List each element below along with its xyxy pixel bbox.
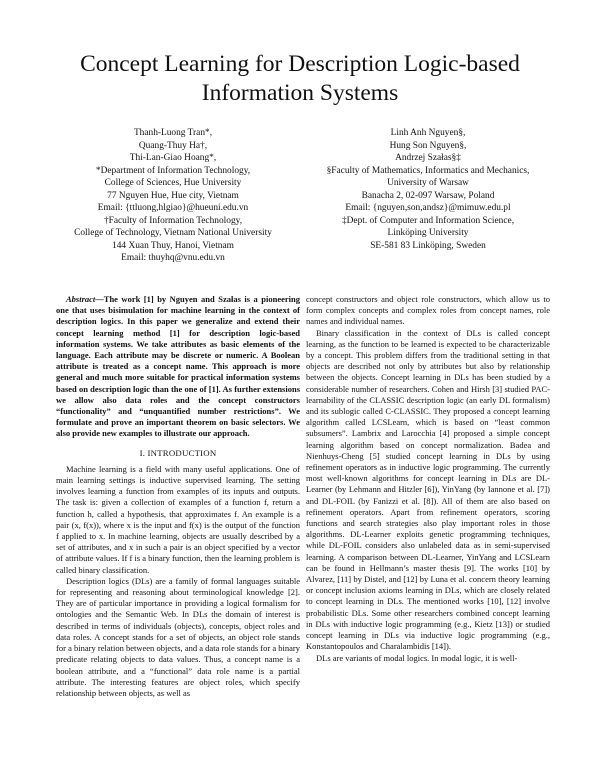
- author-line: Hung Son Nguyen§,: [389, 140, 467, 151]
- authors-right: [312, 127, 544, 252]
- abstract: [56, 294, 300, 440]
- abstract-body: —The work [1] by Nguyen and Szałas is a pioneering one that uses bisimulation for machine learning in the context of description logics. In this paper we generalize and extend their concept learning method [1] for description logic-based information systems. We take attributes as basic elements of the language. Each attribute may be discrete or numeric. A Boolean attribute is treated as a concept name. This approach is more general and much more suitable for practical information systems based on description logic than the one of [1]. As further extensions we allow also data roles and the concept constructors “functionality” and “unquantified number restrictions”. We formulate and prove an important theorem on basic selectors. We also provide new examples to illustrate our approach.: [56, 294, 300, 439]
- affiliation-line: *Department of Information Technology,: [95, 165, 251, 176]
- affiliation-line: ‡Dept. of Computer and Information Science,: [341, 215, 515, 226]
- email-line: Email: {ttluong,hlgiao}@hueuni.edu.vn: [97, 203, 249, 213]
- left-column: [56, 294, 300, 699]
- right-column: [306, 294, 550, 664]
- affiliation-line: University of Warsaw: [387, 178, 469, 188]
- affiliation-line: †Faculty of Information Technology,: [103, 215, 243, 226]
- affiliation-line: College of Sciences, Hue University: [104, 178, 242, 188]
- affiliation-line: College of Technology, Vietnam National University: [74, 228, 272, 238]
- affiliation-line: Linköping University: [387, 228, 469, 238]
- author-line: Quang-Thuy Ha†,: [138, 140, 208, 151]
- body-paragraph: DLs are variants of modal logics. In modal logic, it is well-: [316, 652, 518, 663]
- author-line: Linh Anh Nguyen§,: [390, 128, 466, 138]
- affiliation-line: 77 Nguyen Hue, Hue city, Vietnam: [107, 190, 239, 201]
- email-line: Email: {nguyen,son,andsz}@mimuw.edu.pl: [345, 203, 511, 213]
- body-paragraph: Binary classification in the context of DLs is called concept learning, as the function to be learned is expected to be characterizable by a concept. This problem differs from the traditional setting in that objects are described not only by attributes but also by relationship between the objects. Concept learning in DLs has been studied by a considerable number of researchers. Cohen and Hirsh [3] studied PAC-learnability of the CLASSIC description logic (an early DL formalism) and its sublogic called C-CLASSIC. They proposed a concept learning algorithm called LCSLearn, which is based on “least common subsumers”. Lambrix and Larocchia [4] proposed a simple concept learning algorithm based on concept normalization. Badea and Nienhuys-Cheng [5] studied concept learning in DLs by using refinement operators as in inductive logic programming. The currently most well-known algorithms for concept learning in DLs are DL-Learner (by Lehmann and Hitzler [6]), YinYang (by Iannone et al. [7]) and DL-FOIL (by Fanizzi et al. [8]). All of them are also based on refinement operators. Apart from refinement operators, scoring functions and search strategies also play important roles in those algorithms. DL-Learner exploits genetic programming techniques, while DL-FOIL considers also unlabeled data as in semi-supervised learning. A comparison between DL-Learner, YinYang and LCSLearn can be found in Hellmann’s master thesis [9]. The works [10] by Alvarez, [11] by Distel, and [12] by Luna et al. concern theory learning or concept inclusion axioms learning in DLs, which are closely related to concept learning in DLs. The mentioned works [10], [12] involve probabilistic DLs. Some other researchers combined concept learning in DLs with inductive logic programming (e.g., Kietz [13]) or studied concept learning in DLs via inductive logic programming (e.g., Konstantopoulos and Charalambidis [14]).: [306, 327, 550, 652]
- affiliation-line: SE-581 83 Linköping, Sweden: [370, 240, 486, 251]
- body-paragraph: concept constructors and object role constructors, which allow us to form complex concepts and complex roles from concept names, role names and individual names.: [306, 294, 550, 327]
- abstract-lead: Abstract: [66, 294, 96, 304]
- affiliation-line: §Faculty of Mathematics, Informatics and Mechanics,: [326, 165, 530, 176]
- affiliation-line: 144 Xuan Thuy, Hanoi, Vietnam: [112, 240, 234, 251]
- body-paragraph: Description logics (DLs) are a family of formal languages suitable for representing and reasoning about terminological knowledge [2]. They are of particular importance in providing a logical formalism for ontologies and the Semantic Web. In DLs the domain of interest is described in terms of individuals (objects), concepts, object roles and data roles. A concept stands for a set of objects, an object role stands for a binary relation between objects, and a data role stands for a binary predicate relating objects to data values. Thus, a concept name is a boolean attribute, and a “functional” data role name is a partial attribute. The interesting features are object roles, which specify relationship between objects, as well as: [56, 575, 300, 698]
- email-line: Email: thuyhq@vnu.edu.vn: [121, 253, 225, 263]
- author-line: Andrzej Szałas§‡: [395, 153, 461, 163]
- affiliation-line: Banacha 2, 02-097 Warsaw, Poland: [361, 190, 495, 201]
- author-line: Thanh-Luong Tran*,: [133, 128, 213, 138]
- authors-left: [60, 127, 286, 265]
- section-heading: I. INTRODUCTION: [139, 447, 217, 458]
- author-line: Thi-Lan-Giao Hoang*,: [129, 153, 217, 163]
- body-paragraph: Machine learning is a field with many useful applications. One of main learning settings is inductive supervised learning. The setting involves learning a function from examples of its inputs and outputs. The task is: given a collection of examples of a function f, return a function h, called a hypothesis, that approximates f. An example is a pair (x, f(x)), where x is the input and f(x) is the output of the function f applied to x. In machine learning, objects are usually described by a set of attributes, and x in such a pair is an object specified by a vector of attribute values. If f is a binary function, then the learning problem is called binary classification.: [56, 463, 300, 575]
- paper-title: Concept Learning for Description Logic-based Information Systems: [80, 51, 520, 106]
